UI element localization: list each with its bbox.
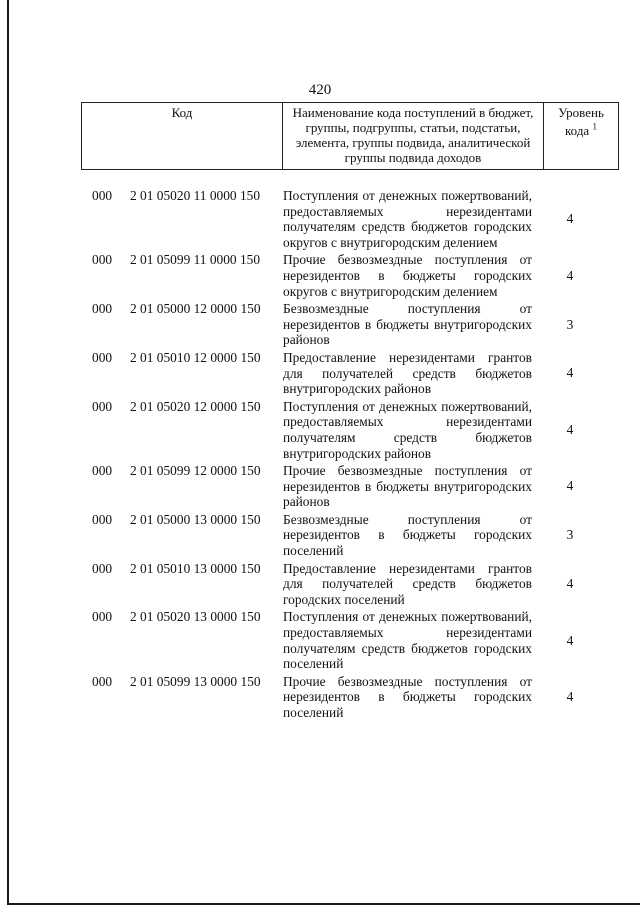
row-name-text: Прочие безвозмездные поступления от нерезидентов в бюджеты городских округов с внутригородским делением (283, 252, 532, 299)
row-budget-code: 2 01 05000 13 0000 150 (130, 511, 261, 527)
table-row (0, 561, 640, 608)
table-row (0, 463, 640, 510)
table-row (0, 350, 640, 397)
row-name-text: Безвозмездные поступления от нерезидентов в бюджеты внутригородских районов (283, 301, 532, 348)
row-prefix-code: 000 (92, 301, 113, 317)
code-list (0, 188, 640, 723)
row-prefix-code: 000 (92, 560, 113, 576)
row-budget-code: 2 01 05000 12 0000 150 (130, 301, 261, 317)
row-level-value: 4 (566, 422, 574, 438)
table-row (0, 399, 640, 461)
table-header (81, 102, 619, 170)
row-budget-code: 2 01 05020 11 0000 150 (130, 188, 261, 203)
row-budget-code: 2 01 05020 13 0000 150 (130, 609, 261, 625)
table-row (0, 252, 640, 299)
page-number: 420 (308, 82, 332, 98)
row-budget-code: 2 01 05010 12 0000 150 (130, 349, 261, 365)
row-name-text: Безвозмездные поступления от нерезидентов в бюджеты городских поселений (283, 511, 532, 559)
row-level-value: 4 (566, 632, 574, 648)
row-prefix-code: 000 (92, 609, 113, 625)
header-level-text: Уровень кода (558, 105, 604, 139)
row-prefix-code: 000 (92, 252, 113, 268)
row-level-value: 4 (566, 365, 574, 381)
row-budget-code: 2 01 05020 12 0000 150 (130, 398, 261, 414)
row-level-value: 4 (566, 576, 574, 592)
header-code: Код (82, 103, 283, 170)
header-level-footnote: 1 (592, 122, 597, 132)
table-row (0, 188, 640, 250)
table-row (0, 512, 640, 559)
row-prefix-code: 000 (92, 398, 113, 414)
row-name-text: Прочие безвозмездные поступления от нерезидентов в бюджеты внутригородских районов (283, 463, 532, 510)
row-level-value: 4 (566, 478, 574, 494)
row-level-value: 4 (566, 267, 574, 283)
table-row (0, 301, 640, 348)
row-name-text: Поступления от денежных пожертвований, предоставляемых нерезидентами получателям средств бюджетов внутригородских районов (283, 398, 532, 461)
row-level-value: 3 (566, 316, 574, 332)
row-budget-code: 2 01 05099 13 0000 150 (130, 673, 261, 689)
row-name-text: Поступления от денежных пожертвований, предоставляемых нерезидентами получателям средств бюджетов городских округов с внутригородским делением (283, 188, 532, 250)
row-budget-code: 2 01 05099 11 0000 150 (130, 252, 261, 268)
header-name: Наименование кода поступлений в бюджет, группы, подгруппы, статьи, подстатьи, элемента, группы подвида, аналитической группы подвида доходов (283, 103, 544, 170)
header-level-label (558, 105, 604, 138)
row-level-value: 4 (566, 689, 574, 705)
row-prefix-code: 000 (92, 188, 113, 203)
row-budget-code: 2 01 05099 12 0000 150 (130, 463, 261, 479)
row-level-value: 3 (566, 527, 574, 543)
row-prefix-code: 000 (92, 511, 113, 527)
header-level (544, 103, 619, 170)
row-budget-code: 2 01 05010 13 0000 150 (130, 560, 261, 576)
row-name-text: Предоставление нерезидентами грантов для получателей средств бюджетов городских поселений (283, 560, 532, 607)
table-row (0, 674, 640, 721)
row-name-text: Предоставление нерезидентами грантов для получателей средств бюджетов внутригородских районов (283, 349, 532, 397)
row-name-text: Поступления от денежных пожертвований, предоставляемых нерезидентами получателям средств бюджетов городских поселений (283, 609, 532, 672)
row-name-text: Прочие безвозмездные поступления от нерезидентов в бюджеты городских поселений (283, 673, 532, 720)
table-row (0, 609, 640, 671)
row-prefix-code: 000 (92, 463, 113, 479)
row-level-value: 4 (566, 211, 574, 227)
row-prefix-code: 000 (92, 673, 113, 689)
row-prefix-code: 000 (92, 349, 113, 365)
